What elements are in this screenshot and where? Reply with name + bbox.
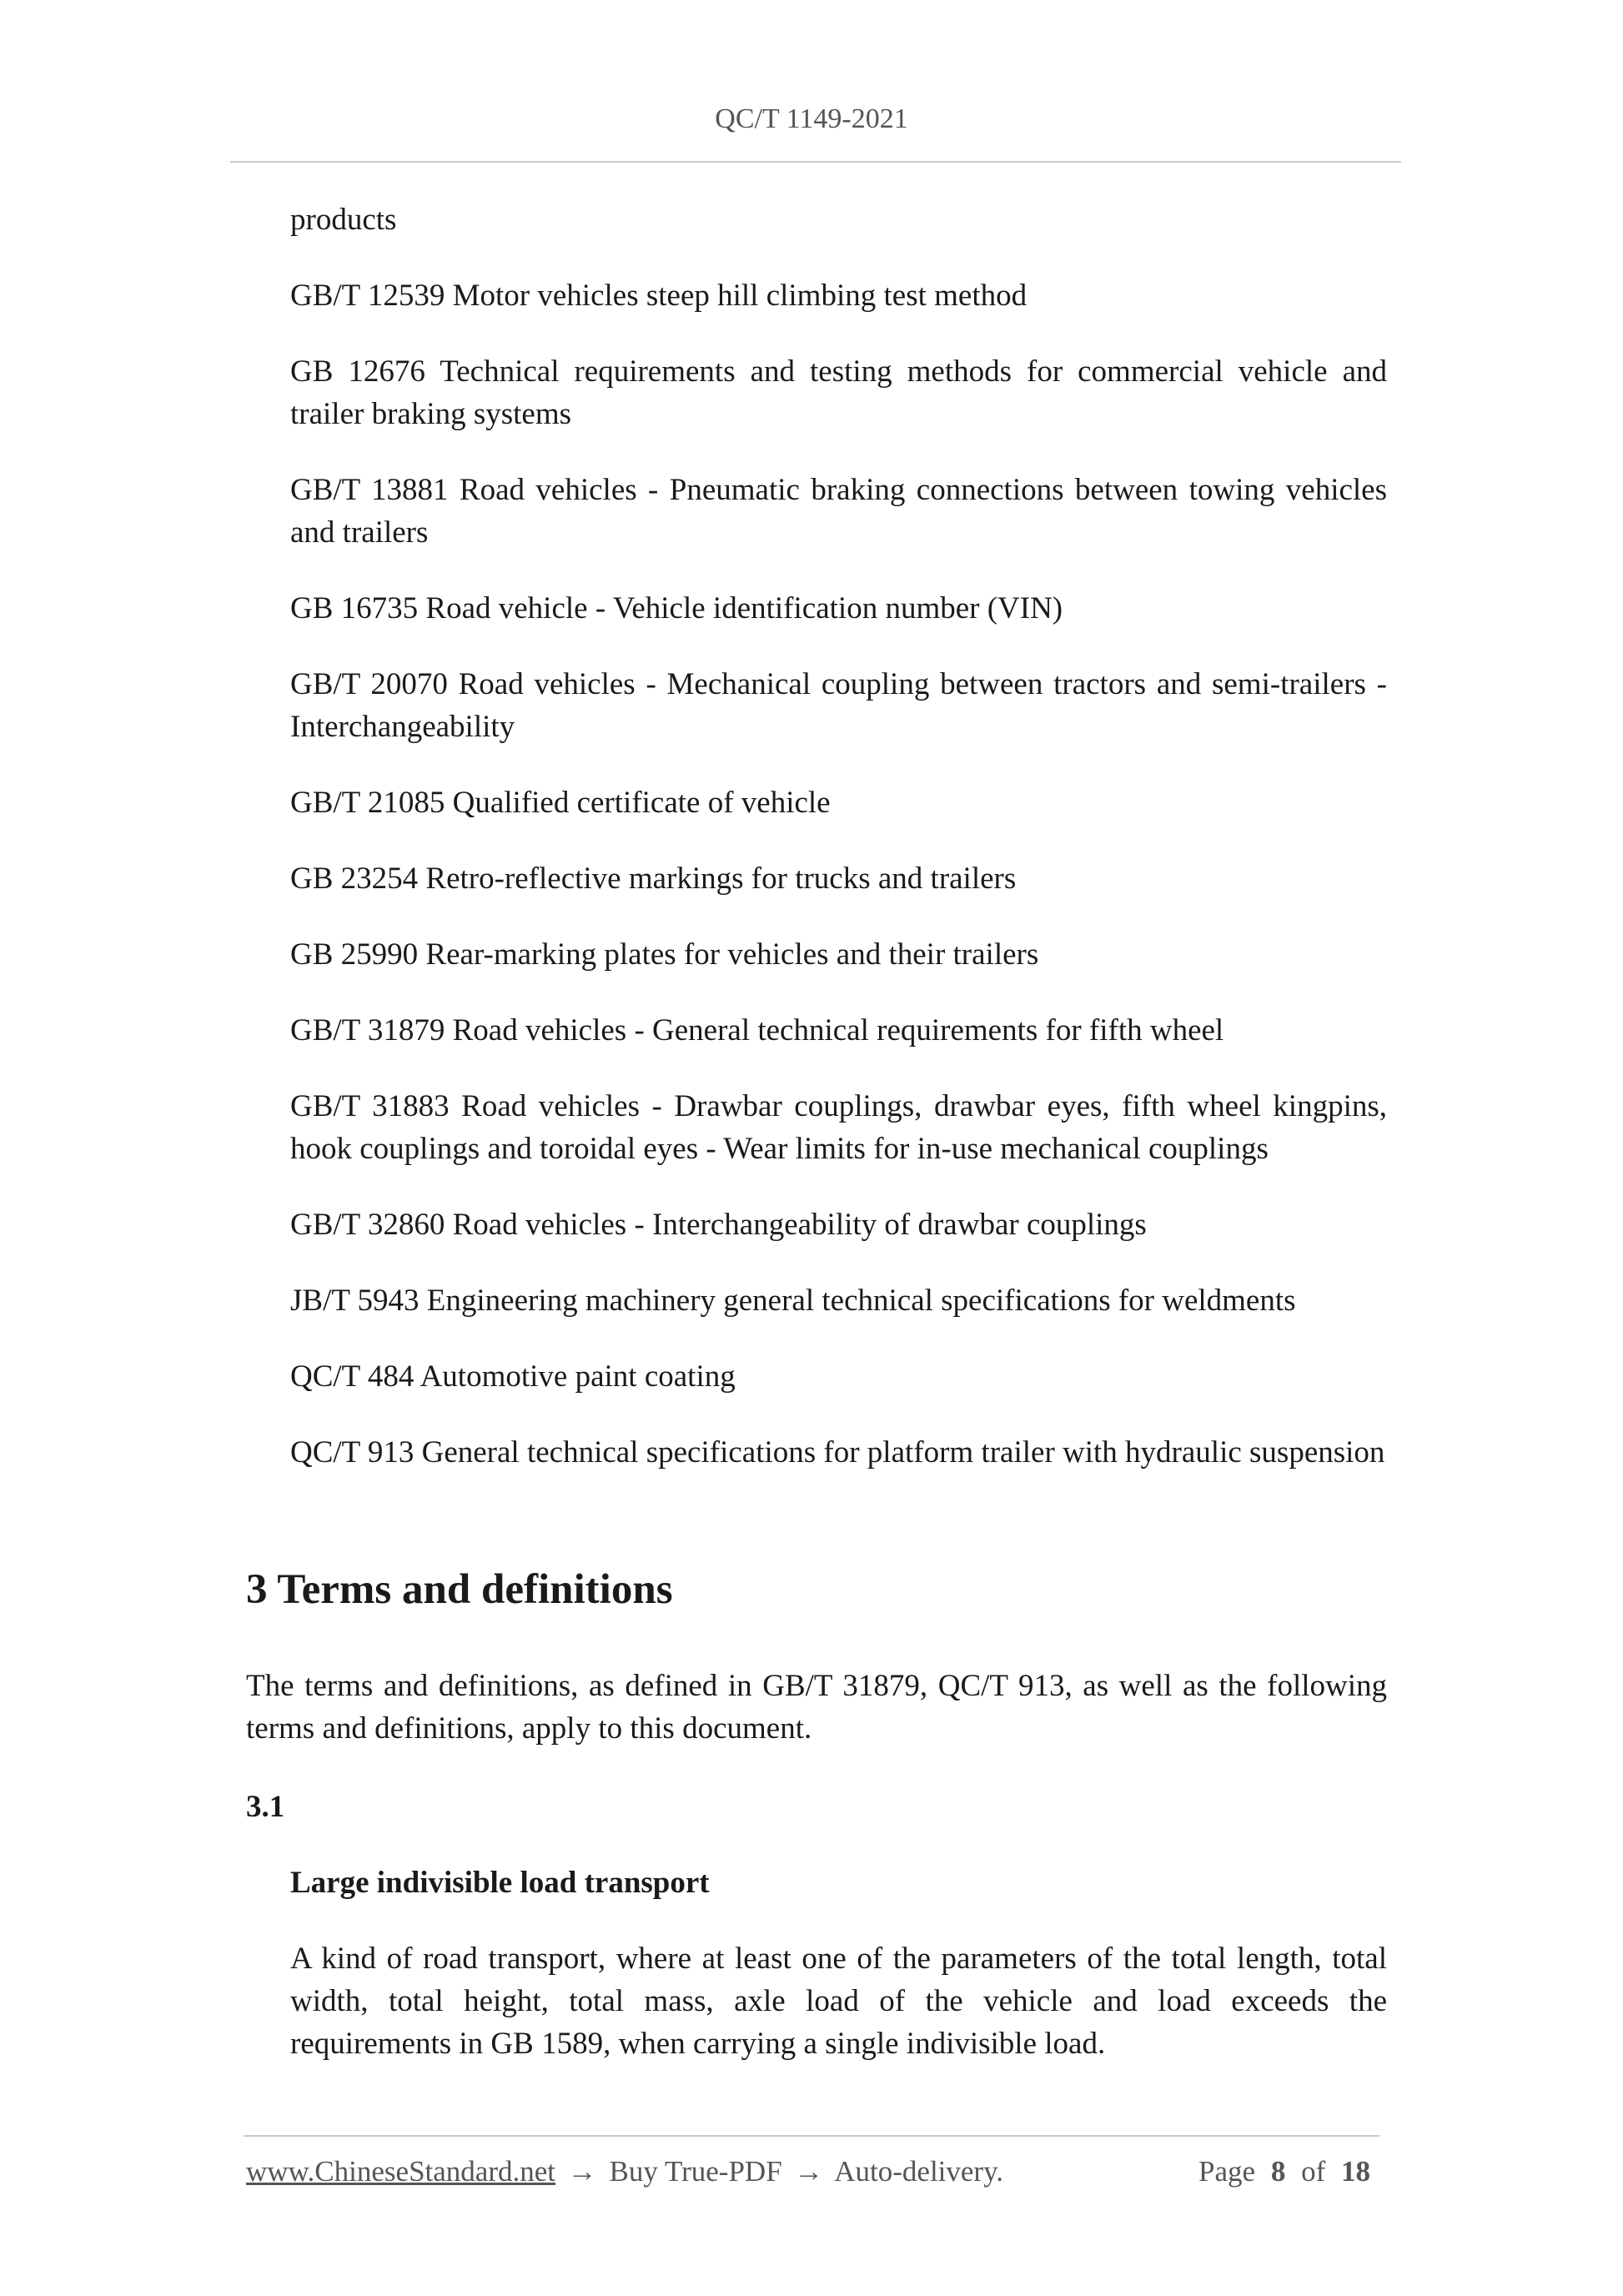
reference-item: GB 12676 Technical requirements and testing methods for commercial vehicle and trailer braking systems [290, 354, 1387, 431]
reference-item: GB 23254 Retro-reflective markings for trucks and trailers [290, 862, 1017, 896]
section-title: 3 Terms and definitions [246, 1566, 673, 1613]
arrow-right-icon: → [794, 2155, 824, 2188]
reference-item: QC/T 484 Automotive paint coating [290, 1359, 736, 1394]
reference-item: JB/T 5943 Engineering machinery general technical specifications for weldments [290, 1284, 1296, 1318]
term-definition: A kind of road transport, where at least one of the parameters of the total length, total width, total height, total mass, axle load of the vehicle and load exceeds the requirements in GB 1589, when carrying a single indivisible load. [290, 1942, 1387, 2061]
reference-item: GB/T 20070 Road vehicles - Mechanical coupling between tractors and semi-trailers - Interchangeability [290, 667, 1387, 744]
reference-item: GB/T 32860 Road vehicles - Interchangeability of drawbar couplings [290, 1208, 1147, 1242]
reference-item: QC/T 913 General technical specifications for platform trailer with hydraulic suspension [290, 1435, 1385, 1470]
reference-item: products [290, 203, 397, 237]
reference-item: GB 25990 Rear-marking plates for vehicles and their trailers [290, 937, 1039, 972]
page-label: Page [1198, 2155, 1256, 2188]
reference-item: GB/T 31883 Road vehicles - Drawbar couplings, drawbar eyes, fifth wheel kingpins, hook couplings and toroidal eyes - Wear limits for in-use mechanical couplings [290, 1089, 1387, 1166]
page-total: 18 [1341, 2155, 1370, 2188]
header-divider [230, 161, 1401, 163]
page-current: 8 [1270, 2155, 1286, 2188]
reference-item: GB/T 31879 Road vehicles - General technical requirements for fifth wheel [290, 1013, 1224, 1048]
footer-promo [246, 2155, 1003, 2188]
buy-pdf-text: Buy True-PDF [609, 2155, 782, 2188]
reference-item: GB/T 13881 Road vehicles - Pneumatic braking connections between towing vehicles and trailers [290, 473, 1387, 550]
website-link[interactable]: www.ChineseStandard.net [246, 2155, 555, 2188]
auto-delivery-text: Auto-delivery. [834, 2155, 1004, 2188]
page-header: QC/T 1149-2021 [715, 103, 908, 134]
reference-item: GB/T 12539 Motor vehicles steep hill climbing test method [290, 279, 1028, 313]
page-number [1198, 2155, 1379, 2188]
normative-references-list [290, 198, 1387, 1507]
term-title: Large indivisible load transport [290, 1866, 710, 1900]
page-footer [246, 2155, 1379, 2197]
reference-item: GB 16735 Road vehicle - Vehicle identification number (VIN) [290, 591, 1063, 625]
footer-divider [244, 2135, 1379, 2137]
term-number: 3.1 [246, 1790, 285, 1824]
reference-item: GB/T 21085 Qualified certificate of vehicle [290, 786, 831, 820]
section-intro: The terms and definitions, as defined in GB/T 31879, QC/T 913, as well as the following terms and definitions, apply to this document. [246, 1669, 1387, 1746]
page-of-label: of [1301, 2155, 1326, 2188]
arrow-right-icon: → [567, 2155, 597, 2188]
